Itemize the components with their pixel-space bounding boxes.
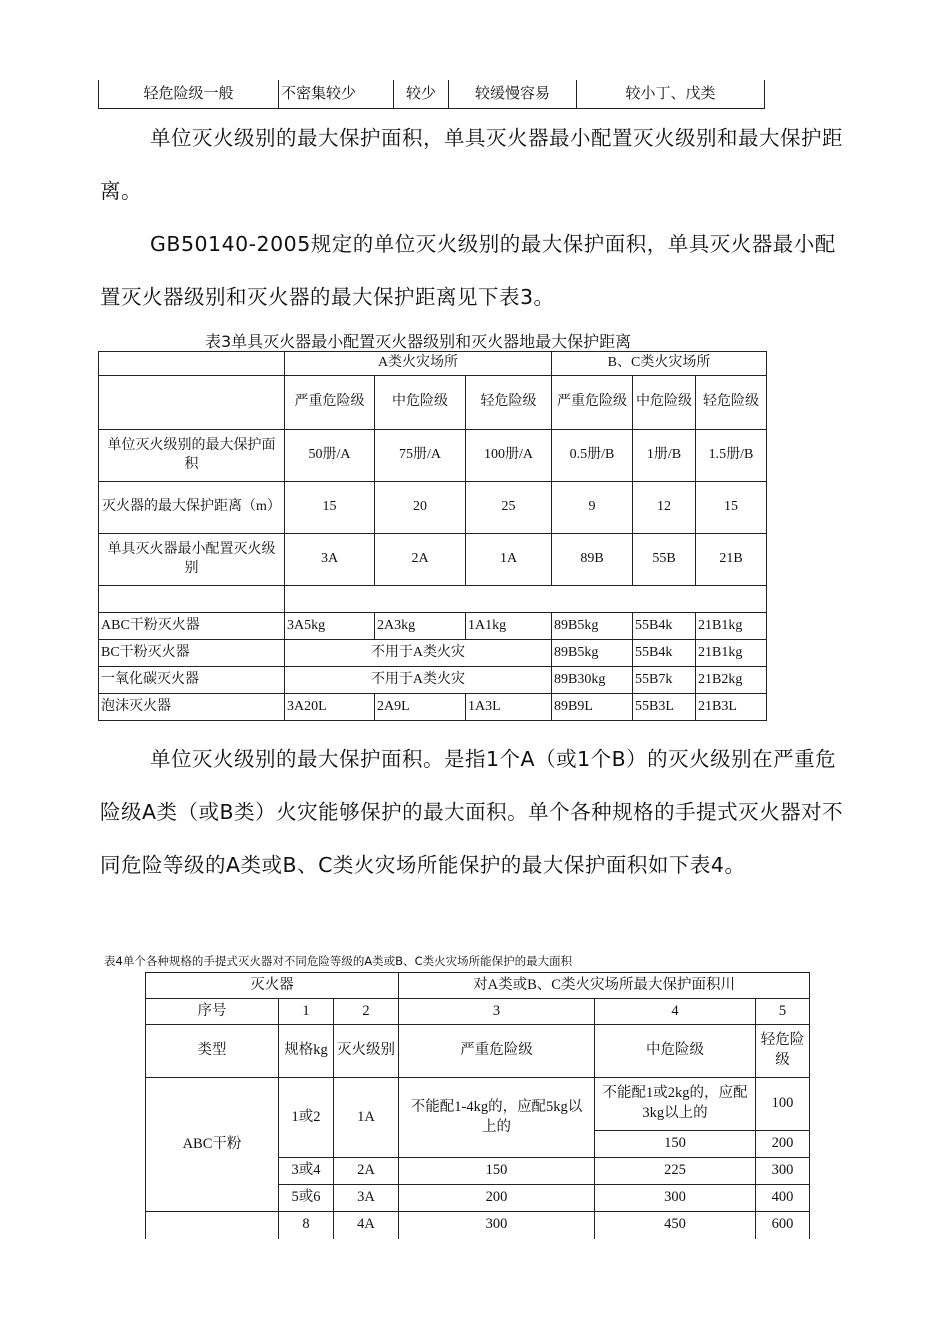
- cell: 55B3L: [633, 694, 696, 721]
- cell: 200: [399, 1185, 595, 1212]
- cell: 不密集较少: [279, 80, 394, 108]
- paragraph-1: 单位灭火级别的最大保护面积，单具灭火器最小配置灭火级别和最大保护距离。: [100, 126, 843, 203]
- row-label: 单具灭火器最小配置灭火级别: [99, 534, 285, 586]
- table4-caption: 表4单个各种规格的手提式灭火器对不同危险等级的A类或B、C类火灾场所能保护的最大面积: [104, 954, 573, 968]
- table-cell: [99, 376, 285, 430]
- cell: 21B3L: [696, 694, 767, 721]
- cell: 8: [279, 1212, 334, 1239]
- cell: 1.5册/B: [696, 430, 767, 482]
- cell: 2A3kg: [375, 613, 466, 640]
- cell: 300: [756, 1158, 810, 1185]
- na-cell: 不用于A类火灾: [285, 640, 552, 667]
- cell: 1A3L: [466, 694, 552, 721]
- cell: 50册/A: [285, 430, 375, 482]
- cell: 200: [756, 1131, 810, 1158]
- group-a-header: A类火灾场所: [285, 352, 552, 376]
- cell: 100: [756, 1078, 810, 1131]
- cell: 450: [595, 1212, 756, 1239]
- row-label: 泡沫灭火器: [99, 694, 285, 721]
- cell: 20: [375, 482, 466, 534]
- header-area: 对A类或B、C类火灾场所最大保护面积川: [399, 973, 810, 999]
- header-severe: 严重危险级: [399, 1025, 595, 1078]
- paragraph-2: GB50140-2005规定的单位灭火级别的最大保护面积，单具灭火器最小配置灭火器级别和灭火器的最大保护距离见下表3。: [100, 232, 836, 309]
- level-header: 轻危险级: [466, 376, 552, 430]
- row-label: 一氧化碳灭火器: [99, 667, 285, 694]
- cell: 25: [466, 482, 552, 534]
- table-cell: [285, 586, 767, 613]
- cell: 300: [595, 1185, 756, 1212]
- row-label: 单位灭火级别的最大保护面积: [99, 430, 285, 482]
- header-spec: 规格kg: [279, 1025, 334, 1078]
- cell: 21B1kg: [696, 613, 767, 640]
- cell: 100册/A: [466, 430, 552, 482]
- cell: 21B: [696, 534, 767, 586]
- table-3: [98, 351, 767, 721]
- cell: 较缓慢容易: [449, 80, 577, 108]
- cell: 21B1kg: [696, 640, 767, 667]
- cell: 3A20L: [285, 694, 375, 721]
- cell: 较少: [394, 80, 449, 108]
- cell: 400: [756, 1185, 810, 1212]
- cell: 3A: [334, 1185, 399, 1212]
- seq-number: 2: [334, 999, 399, 1025]
- row-label: 灭火器的最大保护距离（m）: [99, 482, 285, 534]
- cell: 300: [399, 1212, 595, 1239]
- cell: 3A5kg: [285, 613, 375, 640]
- cell: 89B5kg: [552, 613, 633, 640]
- group-bc-header: B、C类火灾场所: [552, 352, 767, 376]
- cell: 较小丁、戊类: [577, 80, 765, 108]
- cell: 1A: [334, 1078, 399, 1158]
- level-header: 严重危险级: [552, 376, 633, 430]
- level-header: 中危险级: [375, 376, 466, 430]
- table-cell: [99, 586, 285, 613]
- cell: 9: [552, 482, 633, 534]
- table3-caption: 表3单具灭火器最小配置灭火器级别和灭火器地最大保护距离: [205, 332, 632, 351]
- type-abc: ABC干粉: [146, 1078, 279, 1212]
- cell: 2A: [375, 534, 466, 586]
- seq-number: 3: [399, 999, 595, 1025]
- cell: 55B4k: [633, 640, 696, 667]
- level-header: 轻危险级: [696, 376, 767, 430]
- cell: 21B2kg: [696, 667, 767, 694]
- cell: 15: [696, 482, 767, 534]
- cell: 5或6: [279, 1185, 334, 1212]
- cell: 2A9L: [375, 694, 466, 721]
- cell: 2A: [334, 1158, 399, 1185]
- cell: 1A: [466, 534, 552, 586]
- cell: 55B: [633, 534, 696, 586]
- cell: 1册/B: [633, 430, 696, 482]
- table-4: [145, 972, 810, 1239]
- cell: 1或2: [279, 1078, 334, 1158]
- seq-number: 4: [595, 999, 756, 1025]
- table-cell: [146, 1212, 279, 1239]
- row-label: BC干粉灭火器: [99, 640, 285, 667]
- paragraph-3: 单位灭火级别的最大保护面积。是指1个A（或1个B）的灭火级别在严重危险级A类（或B类）火灾能够保护的最大面积。单个各种规格的手提式灭火器对不同危险等级的A类或B、C类火灾场所能保护的最大保护面积如下表4。: [100, 747, 844, 877]
- cell: 55B7k: [633, 667, 696, 694]
- cell: 轻危险级一般: [99, 80, 279, 108]
- row-label: ABC干粉灭火器: [99, 613, 285, 640]
- cell: 4A: [334, 1212, 399, 1239]
- cell: 3A: [285, 534, 375, 586]
- cell: 55B4k: [633, 613, 696, 640]
- cell: 1A1kg: [466, 613, 552, 640]
- cell: 89B9L: [552, 694, 633, 721]
- level-header: 严重危险级: [285, 376, 375, 430]
- cell: 不能配1-4kg的，应配5kg以上的: [399, 1078, 595, 1158]
- cell: 15: [285, 482, 375, 534]
- header-type: 类型: [146, 1025, 279, 1078]
- header-light: 轻危险级: [756, 1025, 810, 1078]
- cell: 89B30kg: [552, 667, 633, 694]
- header-level: 灭火级别: [334, 1025, 399, 1078]
- cell: 12: [633, 482, 696, 534]
- seq-number: 5: [756, 999, 810, 1025]
- seq-number: 1: [279, 999, 334, 1025]
- header-seq: 序号: [146, 999, 279, 1025]
- cell: 150: [595, 1131, 756, 1158]
- header-medium: 中危险级: [595, 1025, 756, 1078]
- cell: 225: [595, 1158, 756, 1185]
- level-header: 中危险级: [633, 376, 696, 430]
- cell: 89B: [552, 534, 633, 586]
- cell: 150: [399, 1158, 595, 1185]
- cell: 89B5kg: [552, 640, 633, 667]
- header-extinguisher: 灭火器: [146, 973, 399, 999]
- cell: 600: [756, 1212, 810, 1239]
- cell: 3或4: [279, 1158, 334, 1185]
- cell: 不能配1或2kg的，应配3kg以上的: [595, 1078, 756, 1131]
- na-cell: 不用于A类火灾: [285, 667, 552, 694]
- table-cell: [99, 352, 285, 376]
- cell: 75册/A: [375, 430, 466, 482]
- top-table-fragment: [98, 80, 765, 109]
- cell: 0.5册/B: [552, 430, 633, 482]
